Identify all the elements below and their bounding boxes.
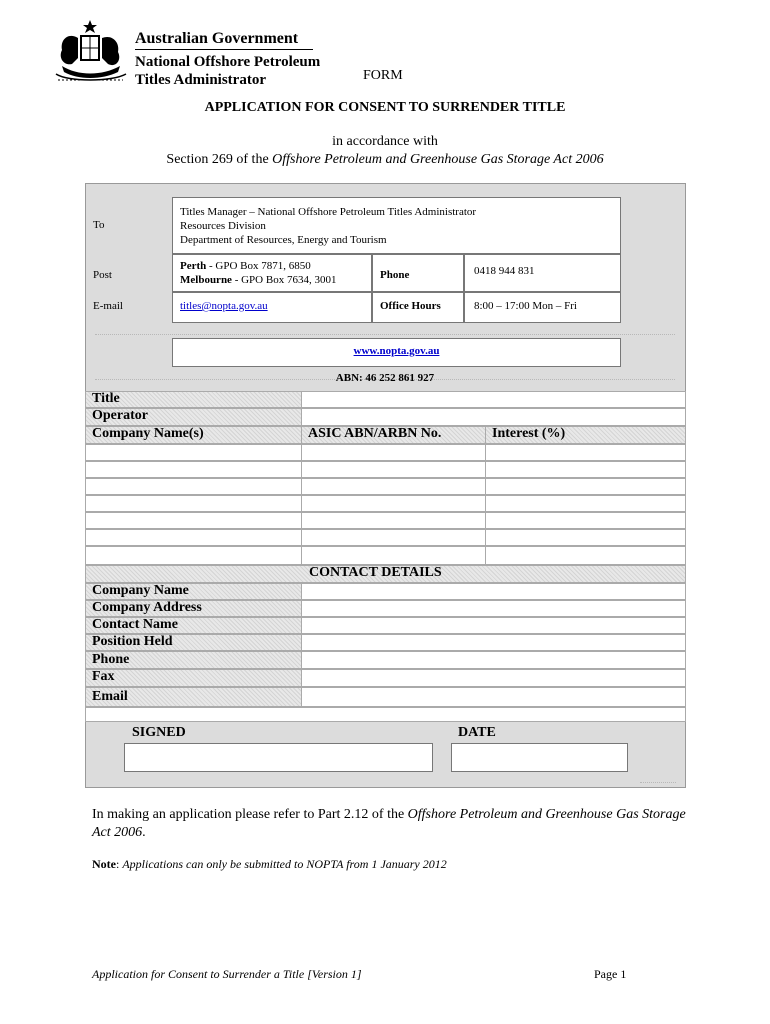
- accordance-text: in accordance with: [332, 134, 438, 149]
- interest-input[interactable]: [485, 461, 686, 478]
- note-text: [92, 857, 447, 872]
- reference-prefix: In making an application please refer to Part 2.12 of the: [92, 807, 408, 822]
- org-name-line3: Titles Administrator: [135, 72, 266, 88]
- asic-input[interactable]: [301, 512, 486, 529]
- page-number: Page 1: [594, 967, 627, 981]
- office-hours-label: Office Hours: [380, 300, 441, 312]
- email-field[interactable]: [301, 687, 686, 707]
- asic-input[interactable]: [301, 495, 486, 512]
- operator-input[interactable]: [301, 408, 686, 426]
- fax-field-label: Fax: [92, 669, 115, 684]
- position-held-label: Position Held: [92, 634, 173, 649]
- perth-city: Perth: [180, 260, 207, 272]
- note-label: Note: [92, 857, 116, 871]
- perth-box: - GPO Box 7871, 6850: [206, 260, 311, 272]
- reference-act: Offshore Petroleum and Greenhouse Gas Storage Act 2006: [92, 807, 686, 840]
- coat-of-arms-icon: [48, 18, 133, 90]
- form-label: FORM: [363, 68, 403, 83]
- reference-text: [92, 806, 692, 842]
- interest-input[interactable]: [485, 495, 686, 512]
- company-name-label: Company Name: [92, 583, 189, 598]
- section-reference: [0, 152, 770, 168]
- to-line3: Department of Resources, Energy and Tourism: [180, 234, 387, 246]
- abn-text: ABN: 46 252 861 927: [335, 372, 435, 384]
- company-name-input[interactable]: [85, 529, 302, 546]
- phone-value-cell: [464, 254, 621, 292]
- to-label: To: [93, 219, 105, 231]
- note-separator: :: [116, 857, 123, 871]
- to-line1: Titles Manager – National Offshore Petroleum Titles Administrator: [180, 206, 477, 218]
- melbourne-box: - GPO Box 7634, 3001: [231, 274, 337, 286]
- org-name-line2: National Offshore Petroleum: [135, 54, 321, 70]
- asic-input[interactable]: [301, 461, 486, 478]
- footer-title: Application for Consent to Surrender a Title [Version 1]: [92, 967, 362, 981]
- email-link[interactable]: titles@nopta.gov.au: [180, 300, 268, 312]
- contact-name-field[interactable]: [301, 617, 686, 634]
- company-name-input[interactable]: [85, 546, 302, 565]
- interest-input[interactable]: [485, 512, 686, 529]
- contact-name-label: Contact Name: [92, 617, 178, 632]
- to-line2: Resources Division: [180, 220, 266, 232]
- interest-input[interactable]: [485, 478, 686, 495]
- contact-details-heading: CONTACT DETAILS: [309, 565, 442, 580]
- office-hours-value-cell: [464, 292, 621, 323]
- title-input[interactable]: [301, 391, 686, 408]
- asic-input[interactable]: [301, 529, 486, 546]
- interest-input[interactable]: [485, 444, 686, 461]
- website-link[interactable]: www.nopta.gov.au: [353, 345, 440, 357]
- company-address-field[interactable]: [301, 600, 686, 617]
- fax-field[interactable]: [301, 669, 686, 687]
- dotted-divider: [95, 334, 675, 336]
- signature-field[interactable]: [124, 743, 433, 772]
- section-prefix: Section 269 of the: [166, 152, 273, 167]
- post-address-box: [172, 254, 372, 292]
- interest-input[interactable]: [485, 529, 686, 546]
- phone-value: 0418 944 831: [474, 265, 535, 277]
- company-name-field[interactable]: [301, 583, 686, 600]
- melbourne-city: Melbourne: [180, 274, 232, 286]
- page-title: APPLICATION FOR CONSENT TO SURRENDER TITLE: [204, 100, 566, 115]
- position-held-field[interactable]: [301, 634, 686, 651]
- email-field-label: Email: [92, 689, 128, 704]
- asic-input[interactable]: [301, 546, 486, 565]
- website-box: [172, 338, 621, 367]
- company-names-header: Company Name(s): [92, 426, 204, 441]
- company-name-input[interactable]: [85, 478, 302, 495]
- asic-input[interactable]: [301, 444, 486, 461]
- phone-label: Phone: [380, 269, 410, 281]
- date-field[interactable]: [451, 743, 628, 772]
- dotted-divider: [640, 782, 676, 784]
- phone-field-label: Phone: [92, 652, 130, 667]
- reference-suffix: .: [142, 825, 146, 840]
- title-label: Title: [92, 391, 120, 406]
- company-name-input[interactable]: [85, 461, 302, 478]
- asic-input[interactable]: [301, 478, 486, 495]
- office-hours-label-cell: [372, 292, 464, 323]
- office-hours-value: 8:00 – 17:00 Mon – Fri: [474, 300, 577, 312]
- to-address-box: [172, 197, 621, 254]
- spacer-row: [85, 707, 686, 722]
- org-name-line1: Australian Government: [135, 30, 299, 47]
- phone-field[interactable]: [301, 651, 686, 669]
- email-label: E-mail: [93, 300, 123, 312]
- note-body: Applications can only be submitted to NOPTA from 1 January 2012: [122, 857, 447, 871]
- interest-input[interactable]: [485, 546, 686, 565]
- contact-label-cell: [85, 669, 302, 687]
- operator-label: Operator: [92, 408, 148, 423]
- company-name-input[interactable]: [85, 495, 302, 512]
- org-divider: [135, 49, 313, 50]
- company-address-label: Company Address: [92, 600, 202, 615]
- phone-label-cell: [372, 254, 464, 292]
- act-name: Offshore Petroleum and Greenhouse Gas Storage Act 2006: [272, 152, 604, 167]
- asic-header: ASIC ABN/ARBN No.: [308, 426, 442, 441]
- date-label: DATE: [458, 725, 496, 740]
- interest-header: Interest (%): [492, 426, 566, 441]
- company-name-input[interactable]: [85, 444, 302, 461]
- signed-label: SIGNED: [132, 725, 186, 740]
- email-value-cell: [172, 292, 372, 323]
- company-name-input[interactable]: [85, 512, 302, 529]
- post-label: Post: [93, 269, 112, 281]
